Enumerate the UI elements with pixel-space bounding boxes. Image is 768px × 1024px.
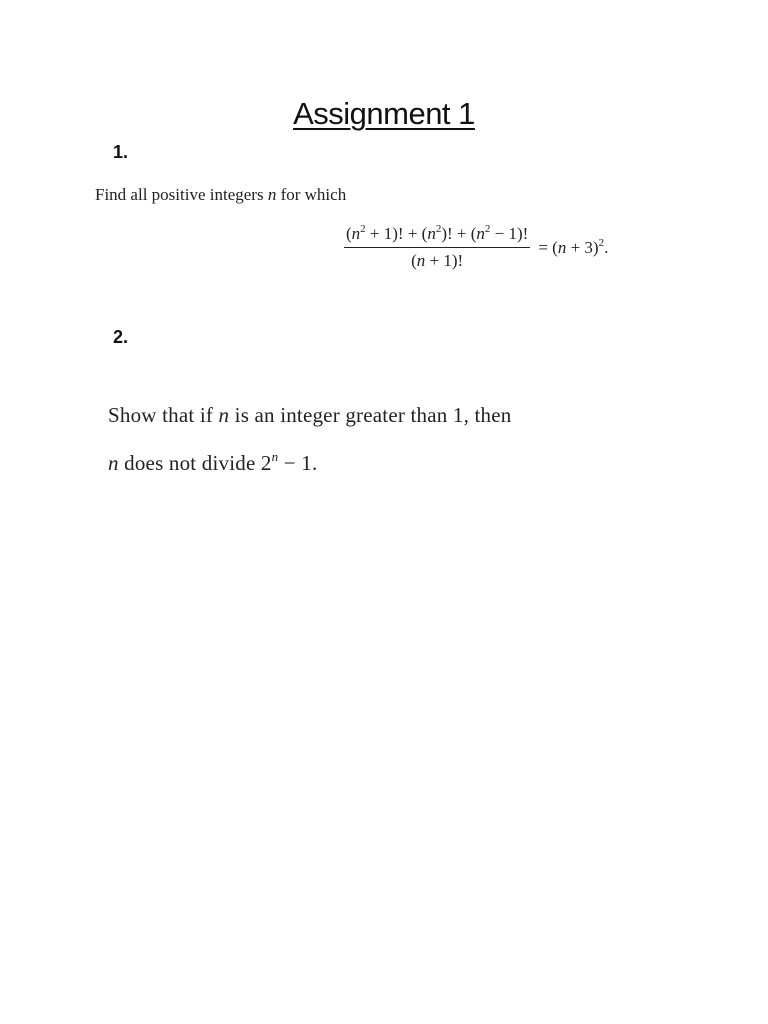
page-title-text: Assignment 1 [293,96,475,131]
question-2-line-1 [108,403,511,428]
question-1-prompt-before: Find all positive integers [95,185,268,204]
num-part-4: − 1)! [490,224,529,243]
equation-denominator [411,248,463,271]
num-part-2: + 1)! + ( [365,224,428,243]
num-sup-3: 2 [484,223,491,235]
question-1-prompt [95,185,346,205]
question-2-line-2 [108,451,317,476]
rhs-part-2: + 3) [566,237,599,257]
q2-line1-after: is an integer greater than 1, then [229,403,512,427]
num-var-2: n [427,224,436,243]
num-part-1: ( [346,224,352,243]
q2-line2-after: − 1. [278,451,318,475]
q2-line2-var: n [108,451,119,475]
question-1-prompt-var: n [267,185,277,204]
q2-line2-sup: n [271,449,279,464]
page-title [0,96,768,132]
rhs-var-1: n [557,237,567,257]
num-part-3: )! + ( [441,224,477,243]
num-sup-2: 2 [435,223,442,235]
num-var-1: n [351,224,361,243]
rhs-part-3: . [604,237,609,257]
equation-rhs [538,238,608,258]
q2-line1-var: n [218,403,230,427]
question-2-number: 2. [113,327,129,347]
rhs-part-1: = ( [538,237,558,257]
den-part-2: + 1)! [425,251,464,270]
q2-line2-mid: does not divide 2 [118,451,272,475]
num-sup-1: 2 [360,223,366,235]
den-part-1: ( [411,251,417,270]
num-var-3: n [476,224,485,243]
question-1-number: 1. [113,142,129,162]
question-1-prompt-after: for which [276,185,347,204]
den-var-1: n [416,251,426,270]
equation-numerator [344,224,530,247]
question-1-equation [344,224,608,271]
q2-line1-before: Show that if [108,403,219,427]
equation-fraction [344,224,530,271]
rhs-sup-1: 2 [598,236,605,249]
